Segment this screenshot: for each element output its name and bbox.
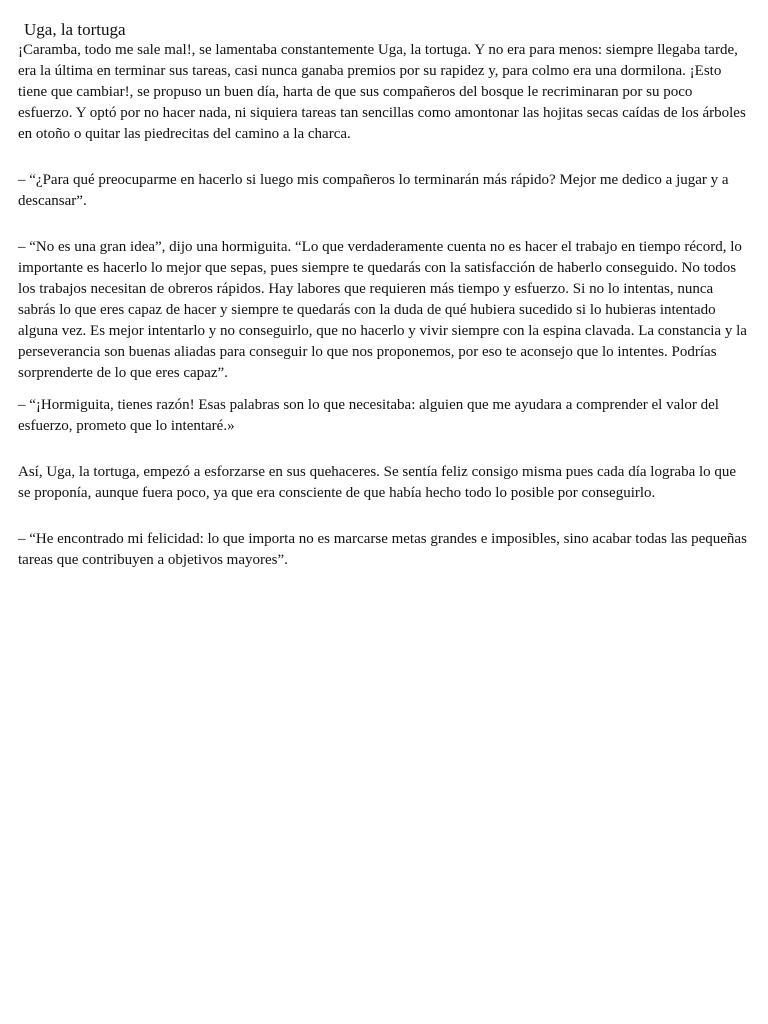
paragraph-conclusion: – “He encontrado mi felicidad: lo que importa no es marcarse metas grandes e imposibles, sino acabar todas las pequeñas tareas que contribuyen a objetivos mayores”.: [18, 531, 747, 568]
document-page: [18, 20, 750, 571]
paragraph-uga-reply: – “¡Hormiguita, tienes razón! Esas palabras son lo que necesitaba: alguien que me ayudara a comprender el valor del esfuerzo, prometo que lo intentaré.»: [18, 397, 719, 434]
paragraph-uga-thought: – “¿Para qué preocuparme en hacerlo si luego mis compañeros lo terminarán más rápido? Mejor me dedico a jugar y a descansar”.: [18, 172, 729, 209]
paragraph-ant-advice: – “No es una gran idea”, dijo una hormiguita. “Lo que verdaderamente cuenta no es hacer el trabajo en tiempo récord, lo importante es hacerlo lo mejor que sepas, pues siempre te quedarás con la satisfacción de haberlo conseguido. No todos los trabajos necesitan de obreros rápidos. Hay labores que requieren más tiempo y esfuerzo. Si no lo intentas, nunca sabrás lo que eres capaz de hacer y siempre te quedarás con la duda de qué hubiera sucedido si lo hubieras intentado alguna vez. Es mejor intentarlo y no conseguirlo, que no hacerlo y vivir siempre con la espina clavada. La constancia y la perseverancia son buenas aliadas para conseguir lo que nos proponemos, por eso te aconsejo que lo intentes. Podrías sorprenderte de lo que eres capaz”.: [18, 239, 747, 381]
paragraph-intro: ¡Caramba, todo me sale mal!, se lamentaba constantemente Uga, la tortuga. Y no era para menos: siempre llegaba tarde, era la última en terminar sus tareas, casi nunca ganaba premios por su rapidez y, para colmo era una dormilona. ¡Esto tiene que cambiar!, se propuso un buen día, harta de que sus compañeros del bosque le recriminaran por su poco esfuerzo. Y optó por no hacer nada, ni siquiera tareas tan sencillas como amontonar las hojitas secas caídas de los árboles en otoño o quitar las piedrecitas del camino a la charca.: [18, 42, 746, 142]
paragraph-outcome: Así, Uga, la tortuga, empezó a esforzarse en sus quehaceres. Se sentía feliz consigo misma pues cada día lograba lo que se proponía, aunque fuera poco, ya que era consciente de que había hecho todo lo posible por conseguirlo.: [18, 464, 737, 501]
document-title: Uga, la tortuga: [24, 20, 126, 39]
